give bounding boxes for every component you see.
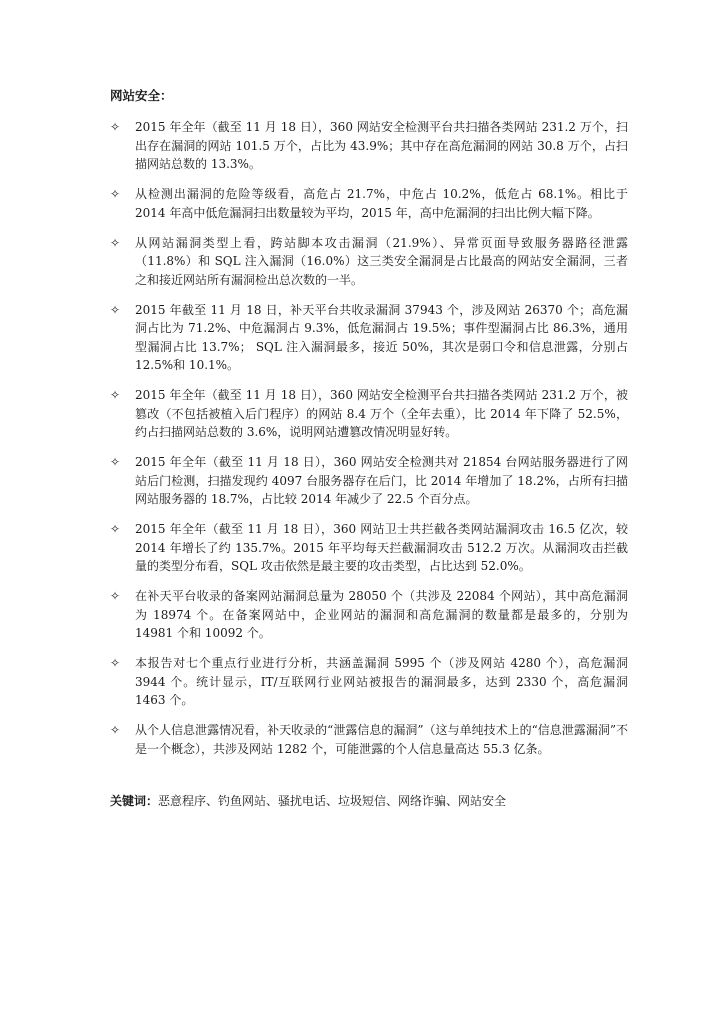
bullet-text: 2015 年全年（截至 11 月 18 日），360 网站安全检测平台共扫描各类网站 231.2 万个，被篡改（不包括被植入后门程序）的网站 8.4 万个（全年去重），比 2014 年下降了 52.5%，约占扫描网站总数的 3.6%，说明网站遭篡改情况明显好转。 (135, 388, 628, 439)
bullet-text: 2015 年全年（截至 11 月 18 日），360 网站安全检测平台共扫描各类网站 231.2 万个，扫出存在漏洞的网站 101.5 万个，占比为 43.9%；其中存在高危漏洞的网站 30.8 万个，占扫描网站总数的 13.3%。 (135, 120, 628, 171)
keywords-text: 恶意程序、钓鱼网站、骚扰电话、垃圾短信、网络诈骗、网站安全 (158, 794, 507, 808)
list-item (0, 234, 724, 290)
diamond-star-icon: ✧ (110, 656, 121, 670)
diamond-star-icon: ✧ (110, 120, 121, 134)
list-item (0, 118, 724, 174)
diamond-star-icon: ✧ (110, 388, 121, 402)
bullet-text: 从个人信息泄露情况看，补天收录的“泄露信息的漏洞”（这与单纯技术上的“信息泄露漏洞”不是一个概念），共涉及网站 1282 个，可能泄露的个人信息量高达 55.3 亿条。 (135, 723, 628, 756)
diamond-star-icon: ✧ (110, 522, 121, 536)
list-item (0, 721, 724, 758)
diamond-star-icon: ✧ (110, 235, 121, 250)
list-item (0, 301, 724, 375)
bullet-text: 2015 年截至 11 月 18 日，补天平台共收录漏洞 37943 个，涉及网站 26370 个；高危漏洞占比为 71.2%、中危漏洞占 9.3%，低危漏洞占 19.5%；事件型漏洞占比 86.3%，通用型漏洞占比 13.7%； SQL 注入漏洞最多，接近 50%，其次是弱口令和信息泄露，分别占 12.5%和 10.1%。 (135, 302, 628, 372)
list-item (0, 587, 724, 643)
keywords-label: 关键词： (110, 794, 159, 808)
keywords-line (110, 792, 506, 810)
bullet-text: 2015 年全年（截至 11 月 18 日），360 网站安全检测共对 21854 台网站服务器进行了网站后门检测，扫描发现约 4097 台服务器存在后门，比 2014 年增加了 18.2%，占所有扫描网站服务器的 18.7%，占比较 2014 年减少了 22.5 个百分点。 (135, 455, 628, 506)
bullet-text: 从检测出漏洞的危险等级看，高危占 21.7%，中危占 10.2%，低危占 68.1%。相比于 2014 年高中低危漏洞扫出数量较为平均，2015 年，高中危漏洞的扫出比例大幅下降。 (135, 187, 628, 220)
bullet-text: 2015 年全年（截至 11 月 18 日），360 网站卫士共拦截各类网站漏洞攻击 16.5 亿次，较 2014 年增长了约 135.7%。2015 年平均每天拦截漏洞攻击 512.2 万次。从漏洞攻击拦截量的类型分布看，SQL 攻击依然是最主要的攻击类型，占比达到 52.0%。 (135, 522, 628, 573)
list-item (0, 185, 724, 222)
bullet-text: 本报告对七个重点行业进行分析，共涵盖漏洞 5995 个（涉及网站 4280 个），高危漏洞 3944 个。统计显示，IT/互联网行业网站被报告的漏洞最多，达到 2330 个，高危漏洞 1463 个。 (135, 656, 628, 707)
list-item (0, 654, 724, 710)
list-item (0, 386, 724, 442)
section-title: 网站安全： (110, 88, 173, 103)
diamond-star-icon: ✧ (110, 302, 121, 317)
list-item (0, 520, 724, 576)
diamond-star-icon: ✧ (110, 187, 121, 201)
list-item (0, 453, 724, 509)
bullet-text: 从网站漏洞类型上看，跨站脚本攻击漏洞（21.9%）、异常页面导致服务器路径泄露（11.8%）和 SQL 注入漏洞（16.0%）这三类安全漏洞是占比最高的网站安全漏洞，三者之和接近网站所有漏洞检出总次数的一半。 (135, 235, 628, 287)
bullet-list (0, 118, 724, 770)
diamond-star-icon: ✧ (110, 455, 121, 469)
diamond-star-icon: ✧ (110, 589, 121, 603)
diamond-star-icon: ✧ (110, 723, 121, 737)
bullet-text: 在补天平台收录的备案网站漏洞总量为 28050 个（共涉及 22084 个网站），其中高危漏洞为 18974 个。在备案网站中，企业网站的漏洞和高危漏洞的数量都是最多的，分别为 14981 个和 10092 个。 (135, 589, 628, 640)
